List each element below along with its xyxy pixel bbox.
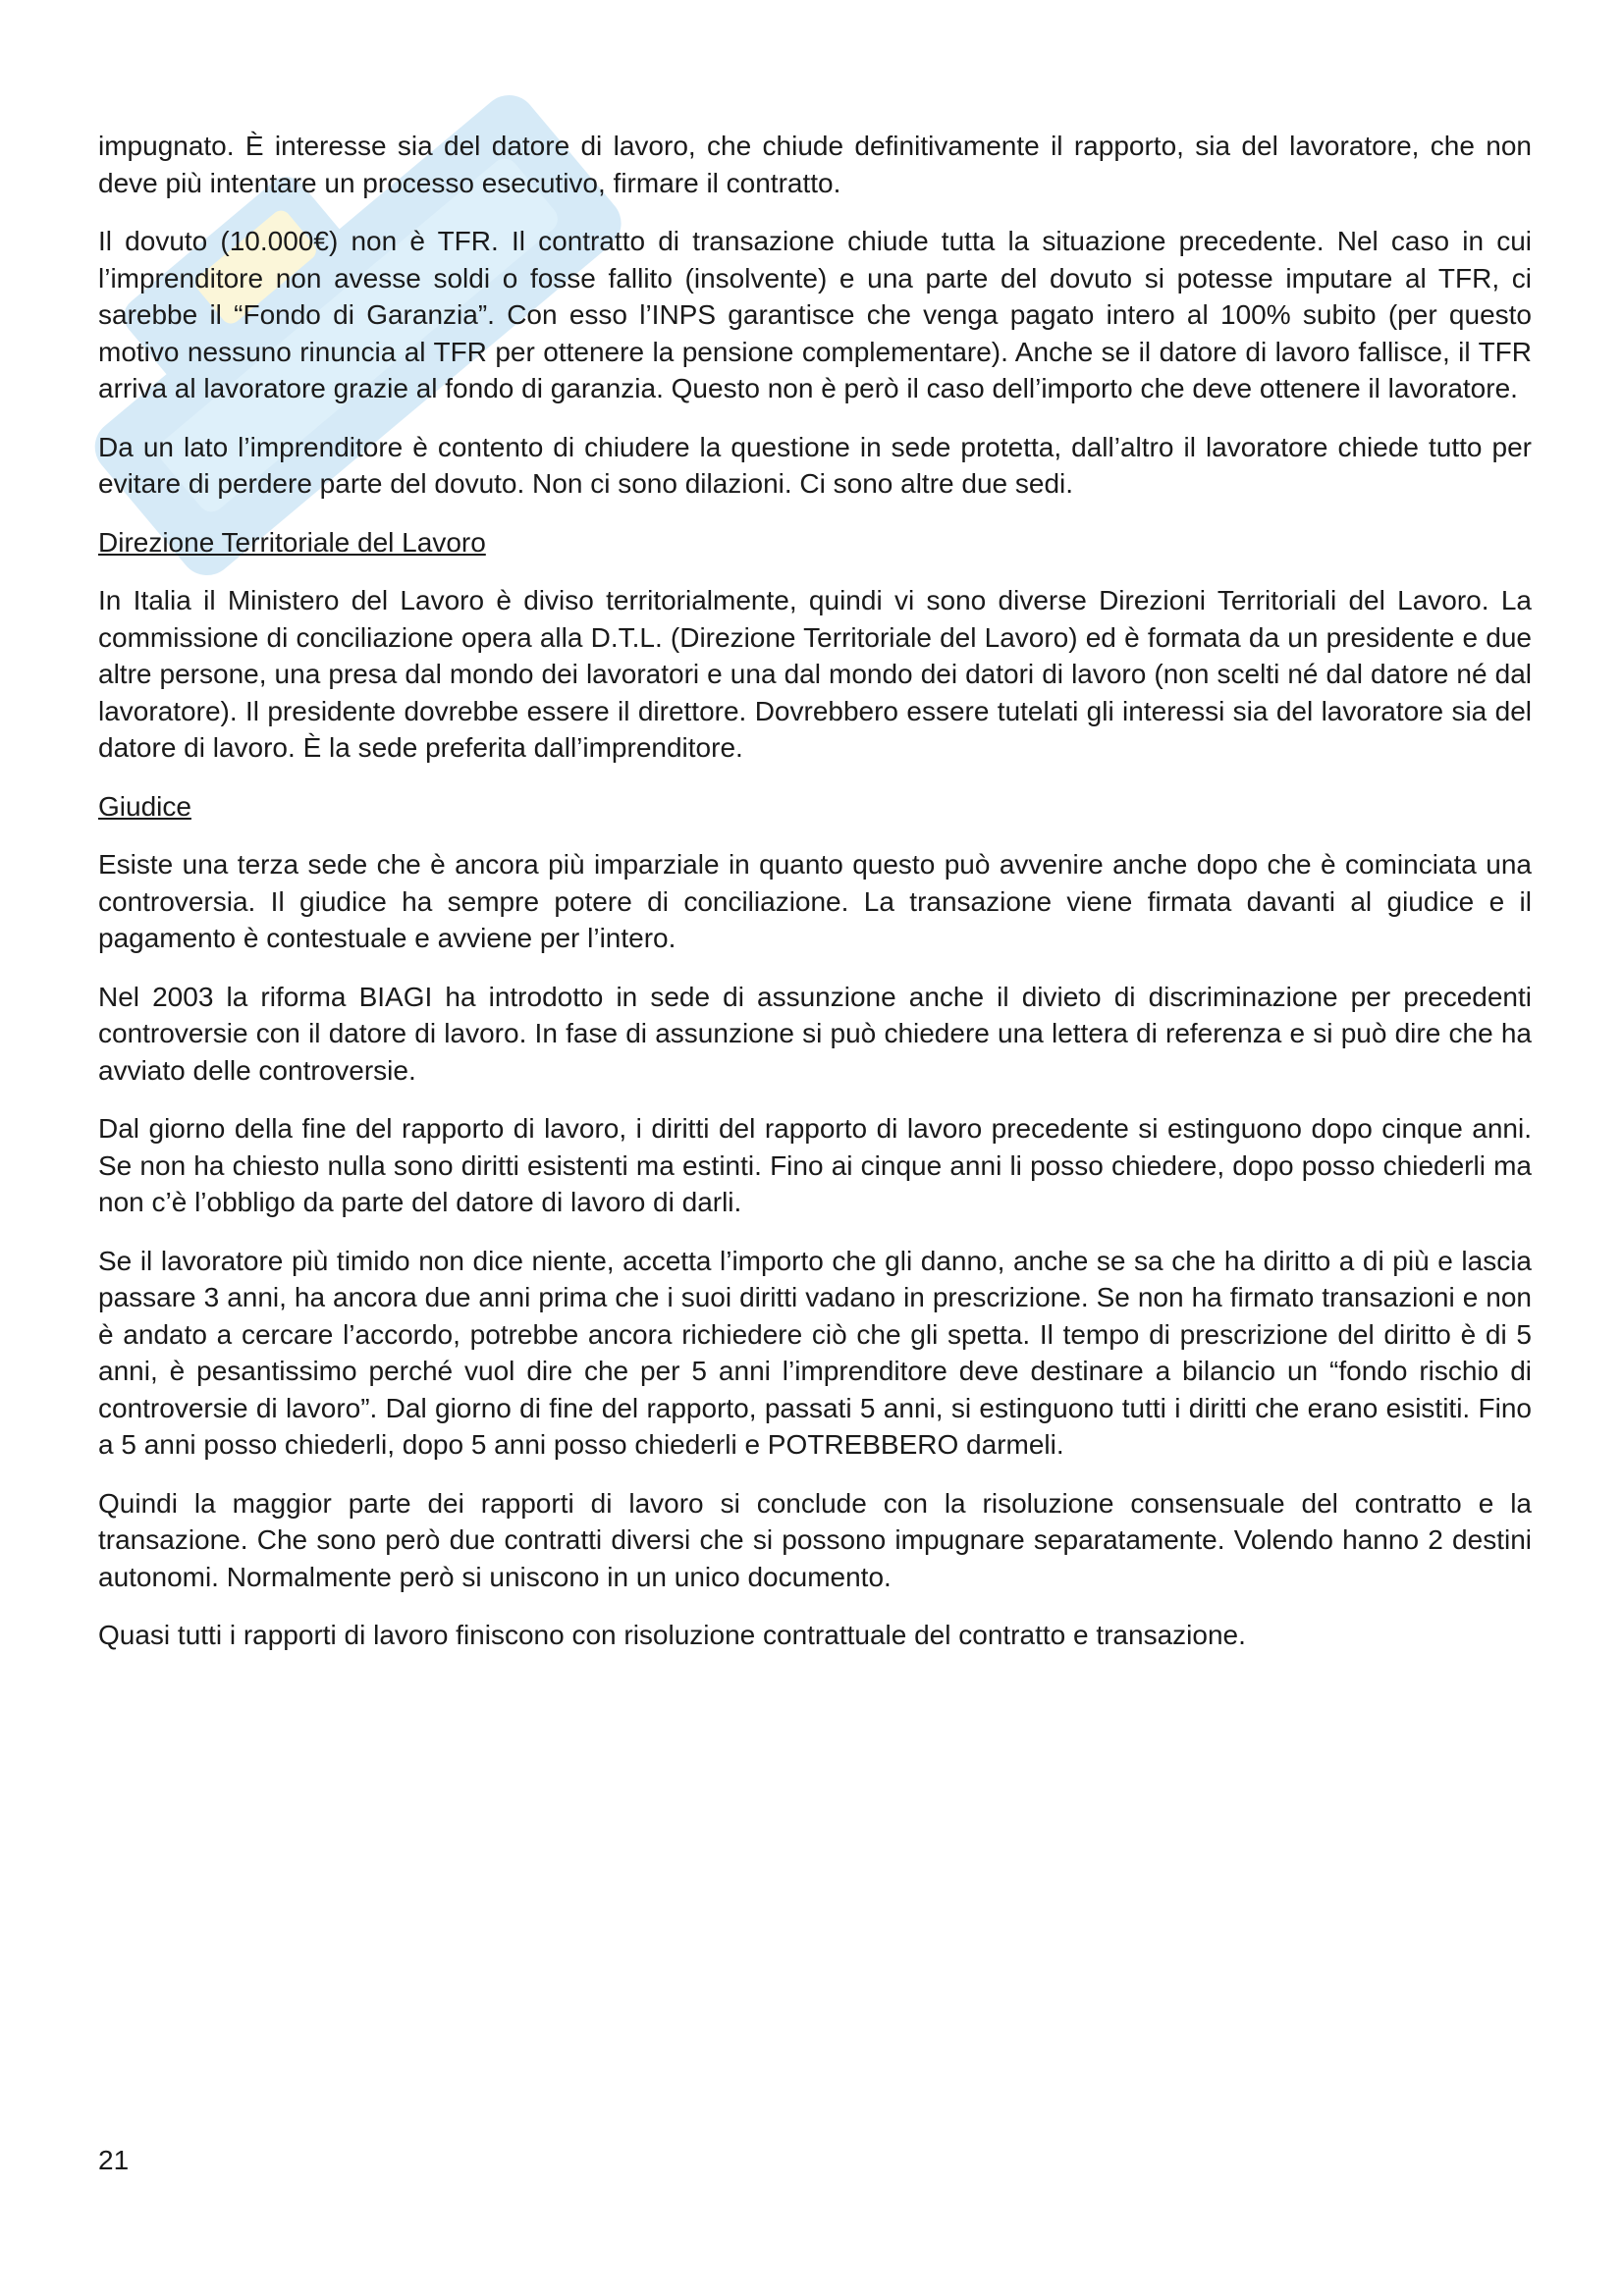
- section-heading-giudice: Giudice: [98, 790, 191, 822]
- paragraph-6: Nel 2003 la riforma BIAGI ha introdotto in sede di assunzione anche il divieto di discriminazione per precedenti controversie con il datore di lavoro. In fase di assunzione si può chiedere una lettera di referenza e si può dire che ha avviato delle controversie.: [98, 981, 1532, 1086]
- page-number: 21: [98, 2145, 130, 2175]
- paragraph-9: Quindi la maggior parte dei rapporti di lavoro si conclude con la risoluzione consensuale del contratto e la transazione. Che sono però due contratti diversi che si possono impugnare separatamente. Volendo hanno 2 destini autonomi. Normalmente però si uniscono in un unico documento.: [98, 1487, 1532, 1592]
- paragraph-7: Dal giorno della fine del rapporto di lavoro, i diritti del rapporto di lavoro precedente si estinguono dopo cinque anni. Se non ha chiesto nulla sono diritti esistenti ma estinti. Fino ai cinque anni li posso chiedere, dopo posso chiederli ma non c’è l’obbligo da parte del datore di lavoro di darli.: [98, 1113, 1532, 1217]
- document-body: [98, 128, 1532, 1676]
- paragraph-3: Da un lato l’imprenditore è contento di chiudere la questione in sede protetta, dall’altro il lavoratore chiede tutto per evitare di perdere parte del dovuto. Non ci sono dilazioni. Ci sono altre due sedi.: [98, 431, 1532, 499]
- paragraph-10: Quasi tutti i rapporti di lavoro finiscono con risoluzione contrattuale del contratto e transazione.: [98, 1620, 1246, 1650]
- section-heading-dtl: Direzione Territoriale del Lavoro: [98, 526, 486, 558]
- paragraph-4: In Italia il Ministero del Lavoro è diviso territorialmente, quindi vi sono diverse Direzioni Territoriali del Lavoro. La commissione di conciliazione opera alla D.T.L. (Direzione Territoriale del Lavoro) ed è formata da un presidente e due altre persone, una presa dal mondo dei lavoratori e una dal mondo dei datori di lavoro (non scelti né dal datore né dal lavoratore). Il presidente dovrebbe essere il direttore. Dovrebbero essere tutelati gli interessi sia del lavoratore sia del datore di lavoro. È la sede preferita dall’imprenditore.: [98, 585, 1532, 763]
- paragraph-1: impugnato. È interesse sia del datore di lavoro, che chiude definitivamente il rapporto, sia del lavoratore, che non deve più intentare un processo esecutivo, firmare il contratto.: [98, 131, 1532, 198]
- paragraph-5: Esiste una terza sede che è ancora più imparziale in quanto questo può avvenire anche dopo che è cominciata una controversia. Il giudice ha sempre potere di conciliazione. La transazione viene firmata davanti al giudice e il pagamento è contestuale e avviene per l’intero.: [98, 849, 1532, 953]
- paragraph-2: Il dovuto (10.000€) non è TFR. Il contratto di transazione chiude tutta la situazione precedente. Nel caso in cui l’imprenditore non avesse soldi o fosse fallito (insolvente) e una parte del dovuto si potesse imputare al TFR, ci sarebbe il “Fondo di Garanzia”. Con esso l’INPS garantisce che venga pagato intero al 100% subito (per questo motivo nessuno rinuncia al TFR per ottenere la pensione complementare). Anche se il datore di lavoro fallisce, il TFR arriva al lavoratore grazie al fondo di garanzia. Questo non è però il caso dell’importo che deve ottenere il lavoratore.: [98, 226, 1532, 403]
- paragraph-8: Se il lavoratore più timido non dice niente, accetta l’importo che gli danno, anche se sa che ha diritto a di più e lascia passare 3 anni, ha ancora due anni prima che i suoi diritti vadano in prescrizione. Se non ha firmato transazioni e non è andato a cercare l’accordo, potrebbe ancora richiedere ciò che gli spetta. Il tempo di prescrizione del diritto è di 5 anni, è pesantissimo perché vuol dire che per 5 anni l’imprenditore deve destinare a bilancio un “fondo rischio di controversie di lavoro”. Dal giorno di fine del rapporto, passati 5 anni, si estinguono tutti i diritti che erano esistiti. Fino a 5 anni posso chiederli, dopo 5 anni posso chiederli e POTREBBERO darmeli.: [98, 1245, 1532, 1460]
